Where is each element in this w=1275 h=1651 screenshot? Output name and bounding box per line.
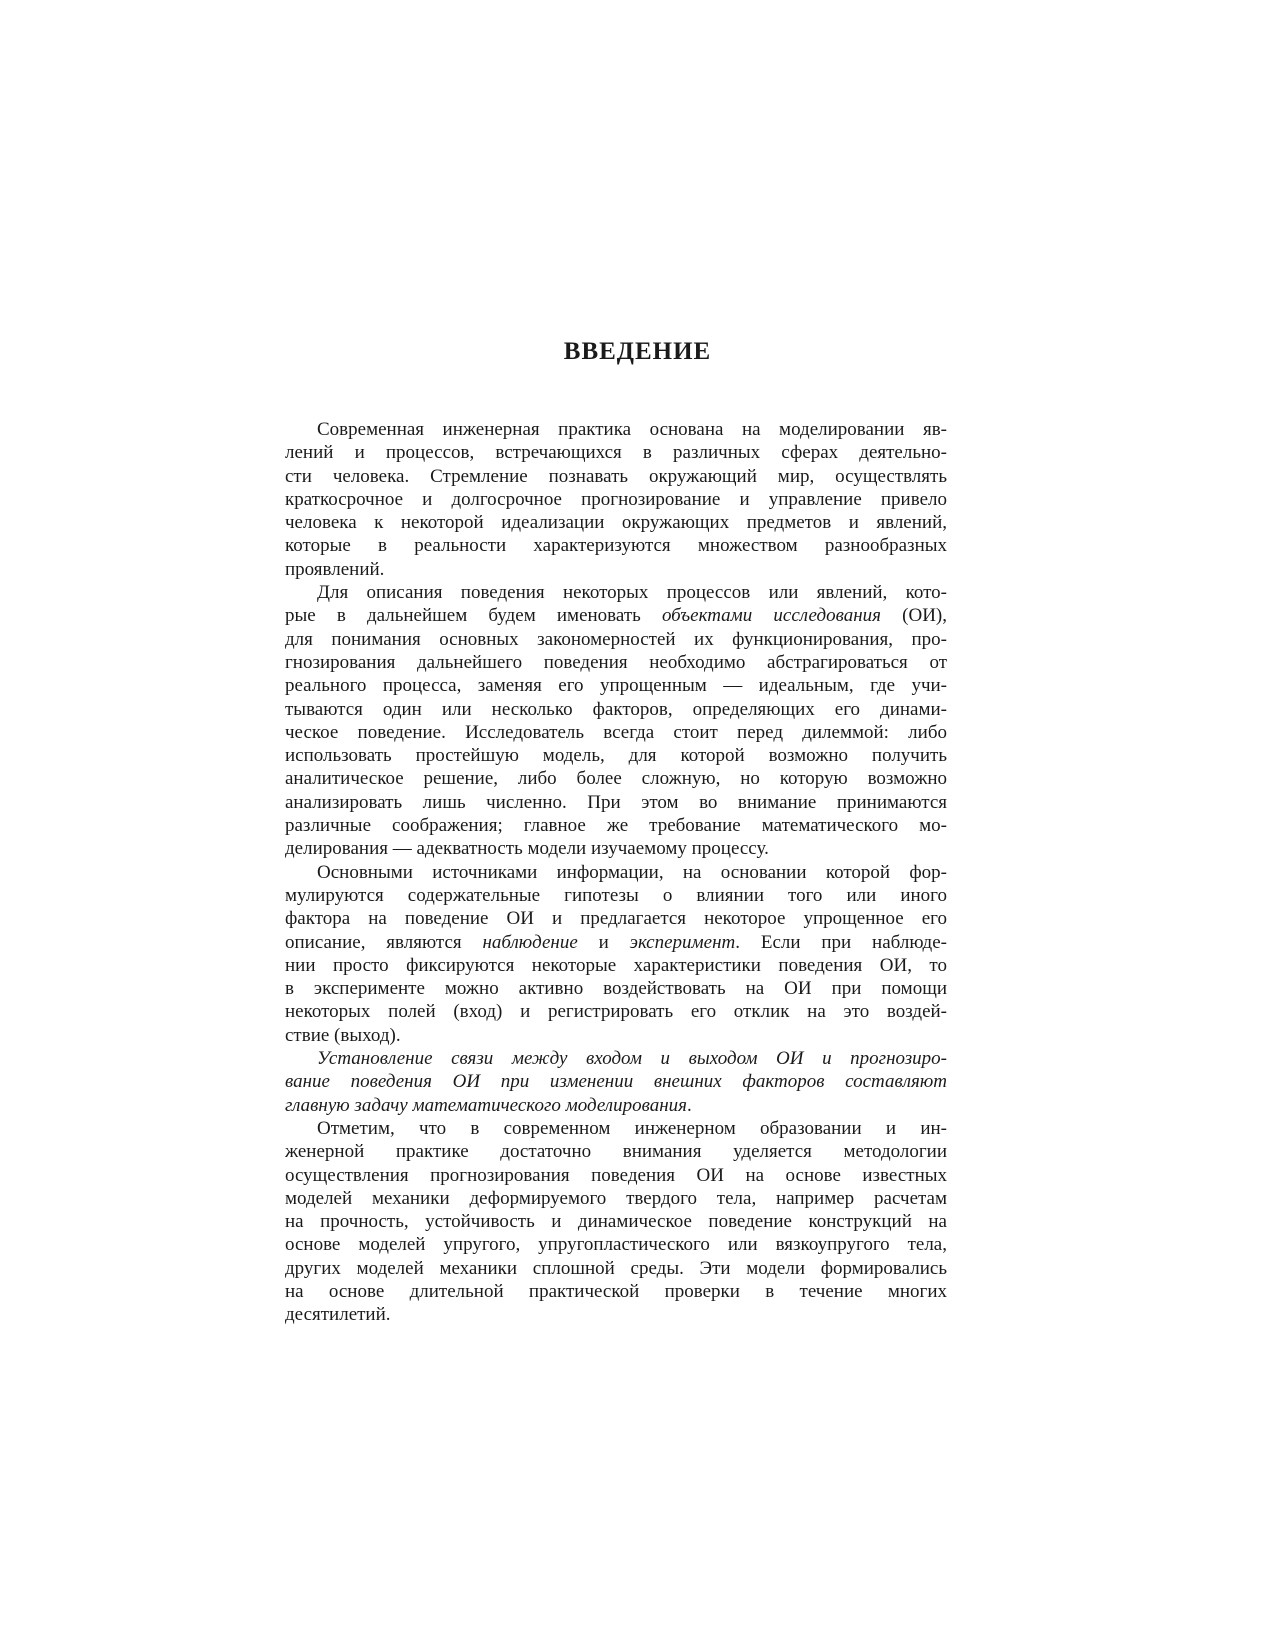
text-run: анализировать лишь численно. При этом во внимание принимаются (285, 791, 947, 813)
paragraph (285, 861, 947, 1047)
text-line (285, 628, 947, 651)
text-line (285, 534, 947, 557)
text-run: женерной практике достаточно внимания уделяется методологии (285, 1141, 947, 1163)
text-run: . (686, 1094, 692, 1116)
text-line (285, 511, 947, 534)
text-line (285, 488, 947, 511)
text-line (285, 1047, 947, 1070)
text-line (285, 1070, 947, 1093)
text-run: моделей механики деформируемого твердого тела, например расчетам (285, 1187, 947, 1209)
emphasized-paragraph (285, 1047, 947, 1117)
text-run: ческое поведение. Исследователь всегда стоит перед дилеммой: либо (285, 721, 947, 743)
text-run: других моделей механики сплошной среды. Эти модели формировались (285, 1257, 947, 1279)
text-run: реального процесса, заменяя его упрощенным — идеальным, где учи- (285, 675, 947, 697)
italic-term: объектами исследования (661, 605, 881, 627)
text-run: делирования — адекватность модели изучаемому процессу. (285, 838, 769, 860)
text-run: лений и процессов, встречающихся в различных сферах деятельно- (285, 442, 947, 464)
text-line (285, 441, 947, 464)
text-run: на прочность, устойчивость и динамическое поведение конструкций на (285, 1211, 947, 1233)
text-line (285, 1140, 947, 1163)
text-run: использовать простейшую модель, для которой возможно получить (285, 745, 947, 767)
text-line (285, 465, 947, 488)
text-line (285, 884, 947, 907)
text-run: десятилетий. (285, 1304, 391, 1326)
text-line (285, 1094, 947, 1117)
text-run: фактора на поведение ОИ и предлагается некоторое упрощенное его (285, 908, 947, 930)
text-line (285, 744, 947, 767)
page-title: ВВЕДЕНИЕ (563, 338, 712, 365)
text-line (285, 767, 947, 790)
text-run: тываются один или несколько факторов, определяющих его динами- (285, 698, 947, 720)
text-line (285, 977, 947, 1000)
text-run: вание поведения ОИ при изменении внешних факторов составляют (285, 1071, 947, 1093)
italic-term: эксперимент (629, 931, 736, 953)
text-line (285, 931, 947, 954)
text-run: нии просто фиксируются некоторые характеристики поведения ОИ, то (285, 954, 947, 976)
text-line (285, 1280, 947, 1303)
text-run: Установление связи между входом и выходом ОИ и прогнозиро- (317, 1048, 947, 1070)
text-line (285, 604, 947, 627)
text-run: для понимания основных закономерностей их функционирования, про- (285, 628, 947, 650)
text-line (285, 1000, 947, 1023)
text-run: человека к некоторой идеализации окружающих предметов и явлений, (285, 512, 947, 534)
text-run: Для описания поведения некоторых процессов или явлений, кото- (317, 582, 947, 604)
text-line (285, 814, 947, 837)
text-run: проявлений. (285, 558, 385, 580)
text-run: различные соображения; главное же требование математического мо- (285, 815, 947, 837)
text-line (285, 674, 947, 697)
text-run: основе моделей упругого, упругопластического или вязкоупругого тела, (285, 1234, 947, 1256)
text-line (285, 791, 947, 814)
text-line (285, 721, 947, 744)
text-run: Современная инженерная практика основана на моделировании яв- (317, 419, 947, 440)
text-line (285, 1117, 947, 1140)
text-line (285, 1024, 947, 1047)
text-run: Отметим, что в современном инженерном образовании и ин- (317, 1117, 947, 1139)
text-run: которые в реальности характеризуются множеством разнообразных (285, 535, 947, 557)
text-line (285, 861, 947, 884)
paragraph (285, 418, 947, 581)
text-line (285, 1210, 947, 1233)
text-run: гнозирования дальнейшего поведения необходимо абстрагироваться от (285, 651, 947, 673)
text-line (285, 651, 947, 674)
text-line (285, 581, 947, 604)
text-line (285, 907, 947, 930)
text-run: . Если при наблюде- (735, 931, 947, 953)
text-line (285, 1257, 947, 1280)
text-run: рые в дальнейшем будем именовать (285, 605, 662, 627)
text-line (285, 1164, 947, 1187)
text-line (285, 1303, 947, 1326)
text-run: ствие (выход). (285, 1024, 401, 1046)
text-run: мулируются содержательные гипотезы о влиянии того или иного (285, 884, 947, 906)
text-run: краткосрочное и долгосрочное прогнозирование и управление привело (285, 488, 947, 510)
text-line (285, 1233, 947, 1256)
text-run: Основными источниками информации, на основании которой фор- (317, 861, 947, 883)
text-line (285, 837, 947, 860)
text-run: некоторых полей (вход) и регистрировать его отклик на это воздей- (285, 1001, 947, 1023)
text-line (285, 1187, 947, 1210)
text-run: в эксперименте можно активно воздействовать на ОИ при помощи (285, 978, 947, 1000)
text-run: главную задачу математического моделирования (285, 1094, 687, 1116)
paragraph (285, 1117, 947, 1327)
text-run: аналитическое решение, либо более сложную, но которую возможно (285, 768, 947, 790)
text-run: сти человека. Стремление познавать окружающий мир, осуществлять (285, 465, 947, 487)
text-run: и (577, 931, 630, 953)
text-run: на основе длительной практической проверки в течение многих (285, 1280, 947, 1302)
body-text (285, 418, 947, 1327)
text-line (285, 418, 947, 441)
text-line (285, 954, 947, 977)
italic-term: наблюдение (482, 931, 578, 953)
text-run: осуществления прогнозирования поведения ОИ на основе известных (285, 1164, 947, 1186)
text-line (285, 698, 947, 721)
text-line (285, 558, 947, 581)
text-run: описание, являются (285, 931, 483, 953)
paragraph (285, 581, 947, 861)
text-run: (ОИ), (881, 605, 947, 627)
